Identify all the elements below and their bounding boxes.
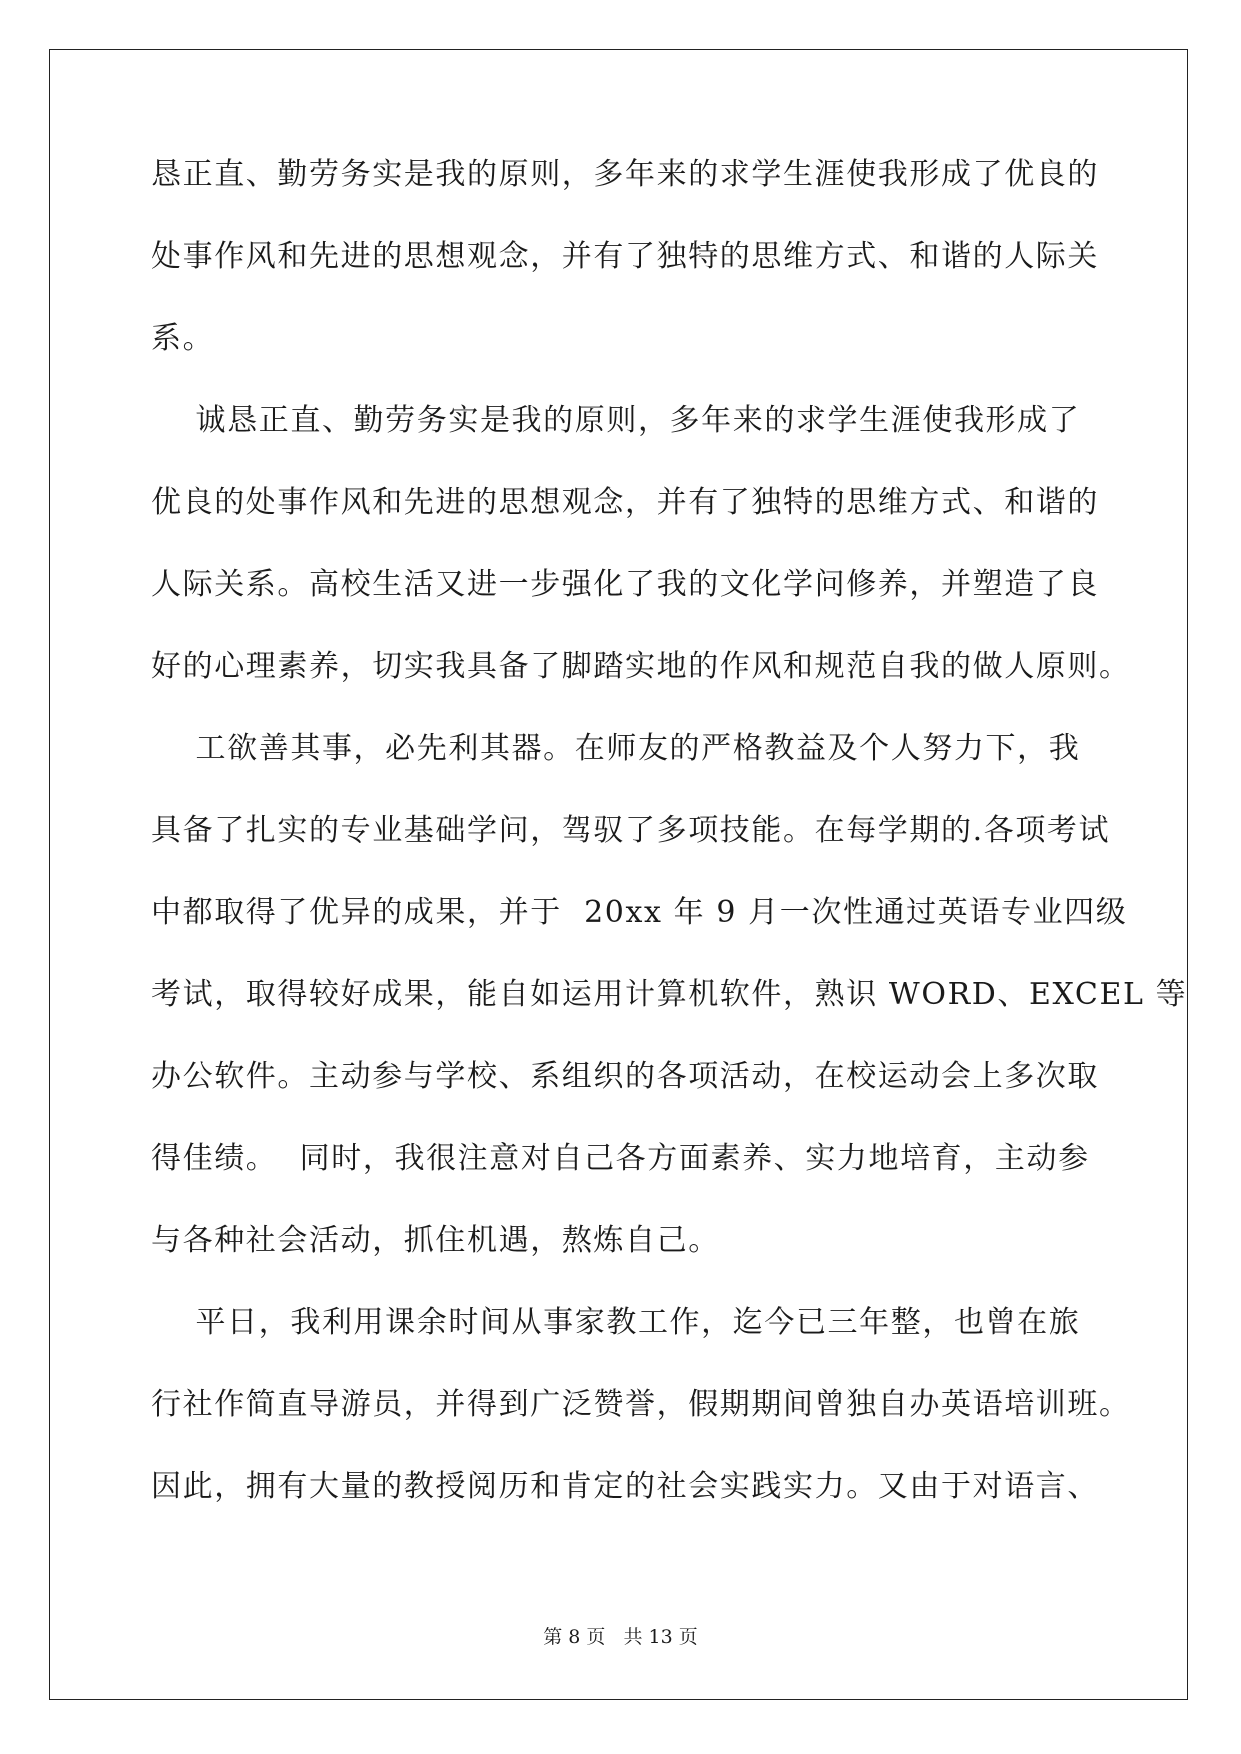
text-line: 平日，我利用课余时间从事家教工作，迄今已三年整，也曾在旅	[151, 1305, 1081, 1340]
text-line: 系。	[151, 321, 215, 356]
text-line: 恳正直、勤劳务实是我的原则，多年来的求学生涯使我形成了优良的	[151, 157, 1099, 192]
text-line: 与各种社会活动，抓住机遇，熬炼自己。	[151, 1223, 720, 1258]
text-line: 得佳绩。 同时，我很注意对自己各方面素养、实力地培育，主动参	[151, 1141, 1090, 1176]
text-line: 具备了扎实的专业基础学问，驾驭了多项技能。在每学期的.各项考试	[151, 813, 1111, 848]
text-line: 优良的处事作风和先进的思想观念，并有了独特的思维方式、和谐的	[151, 485, 1099, 520]
text-line: 诚恳正直、勤劳务实是我的原则，多年来的求学生涯使我形成了	[151, 403, 1081, 438]
text-line: 好的心理素养，切实我具备了脚踏实地的作风和规范自我的做人原则。	[151, 649, 1131, 684]
text-line: 中都取得了优异的成果，并于 20xx 年 9 月一次性通过英语专业四级	[151, 895, 1128, 930]
text-line: 办公软件。主动参与学校、系组织的各项活动，在校运动会上多次取	[151, 1059, 1099, 1094]
text-line: 考试，取得较好成果，能自如运用计算机软件，熟识 WORD、EXCEL 等	[151, 977, 1188, 1012]
page-number-footer: 第 8 页 共 13 页	[543, 1626, 698, 1648]
text-line: 人际关系。高校生活又进一步强化了我的文化学问修养，并塑造了良	[151, 567, 1099, 602]
text-line: 因此，拥有大量的教授阅历和肯定的社会实践实力。又由于对语言、	[151, 1469, 1099, 1504]
text-line: 工欲善其事，必先利其器。在师友的严格教益及个人努力下，我	[151, 731, 1081, 766]
text-line: 处事作风和先进的思想观念，并有了独特的思维方式、和谐的人际关	[151, 239, 1099, 274]
document-body	[151, 157, 1188, 1554]
text-line: 行社作简直导游员，并得到广泛赞誉，假期期间曾独自办英语培训班。	[151, 1387, 1131, 1422]
